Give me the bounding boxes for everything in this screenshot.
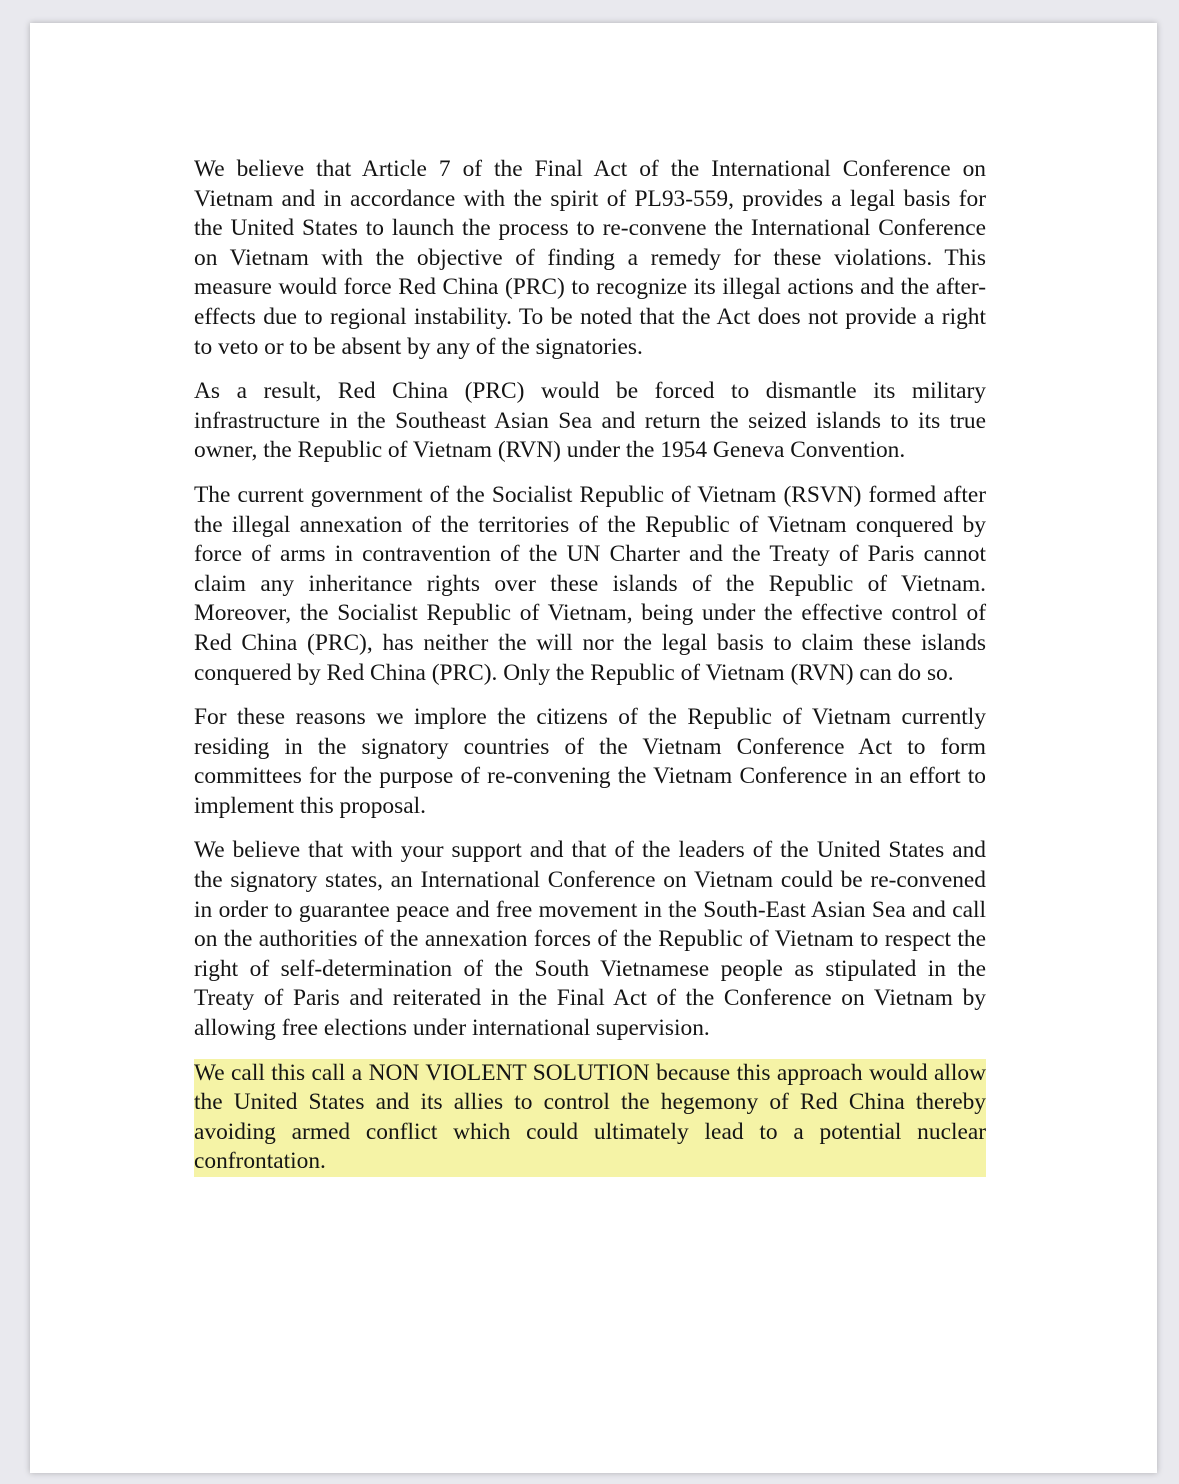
paragraph-current-government: The current government of the Socialist Republic of Vietnam (RSVN) formed after the illegal annexation of the territories of the Republic of Vietnam conquered by force of arms in contravention of the UN Charter and the Treaty of Paris cannot claim any inheritance rights over these islands of the Republic of Vietnam. Moreover, the Socialist Republic of Vietnam, being under the effective control of Red China (PRC), has neither the will nor the legal basis to claim these islands conquered by Red China (PRC). Only the Republic of Vietnam (RVN) can do so. <box>194 481 986 686</box>
paragraph-support: We believe that with your support and that of the leaders of the United States and the signatory states, an International Conference on Vietnam could be re-convened in order to guarantee peace and free movement in the South-East Asian Sea and call on the authorities of the annexation forces of the Republic of Vietnam to respect the right of self-determination of the South Vietnamese people as stipulated in the Treaty of Paris and reiterated in the Final Act of the Conference on Vietnam by allowing free elections under international supervision. <box>194 837 986 1042</box>
paragraph-non-violent-solution-highlighted: We call this call a NON VIOLENT SOLUTION because this approach would allow the United States and its allies to control the hegemony of Red China thereby avoiding armed conflict which could ultimately lead to a potential nuclear confrontation. <box>194 1059 986 1177</box>
paragraph-article-7: We believe that Article 7 of the Final Act of the International Conference on Vietnam and in accordance with the spirit of PL93-559, provides a legal basis for the United States to launch the process to re-convene the International Conference on Vietnam with the objective of finding a remedy for these violations. This measure would force Red China (PRC) to recognize its illegal actions and the after-effects due to regional instability. To be noted that the Act does not provide a right to veto or to be absent by any of the signatories. <box>194 156 986 360</box>
paragraph-dismantle: As a result, Red China (PRC) would be forced to dismantle its military infrastructure in the Southeast Asian Sea and return the seized islands to its true owner, the Republic of Vietnam (RVN) under the 1954 Geneva Convention. <box>194 378 986 464</box>
document-page <box>30 23 1157 1473</box>
document-body <box>194 155 986 1192</box>
paragraph-implore-citizens: For these reasons we implore the citizens of the Republic of Vietnam currently residing in the signatory countries of the Vietnam Conference Act to form committees for the purpose of re-convening the Vietnam Conference in an effort to implement this proposal. <box>194 704 986 819</box>
